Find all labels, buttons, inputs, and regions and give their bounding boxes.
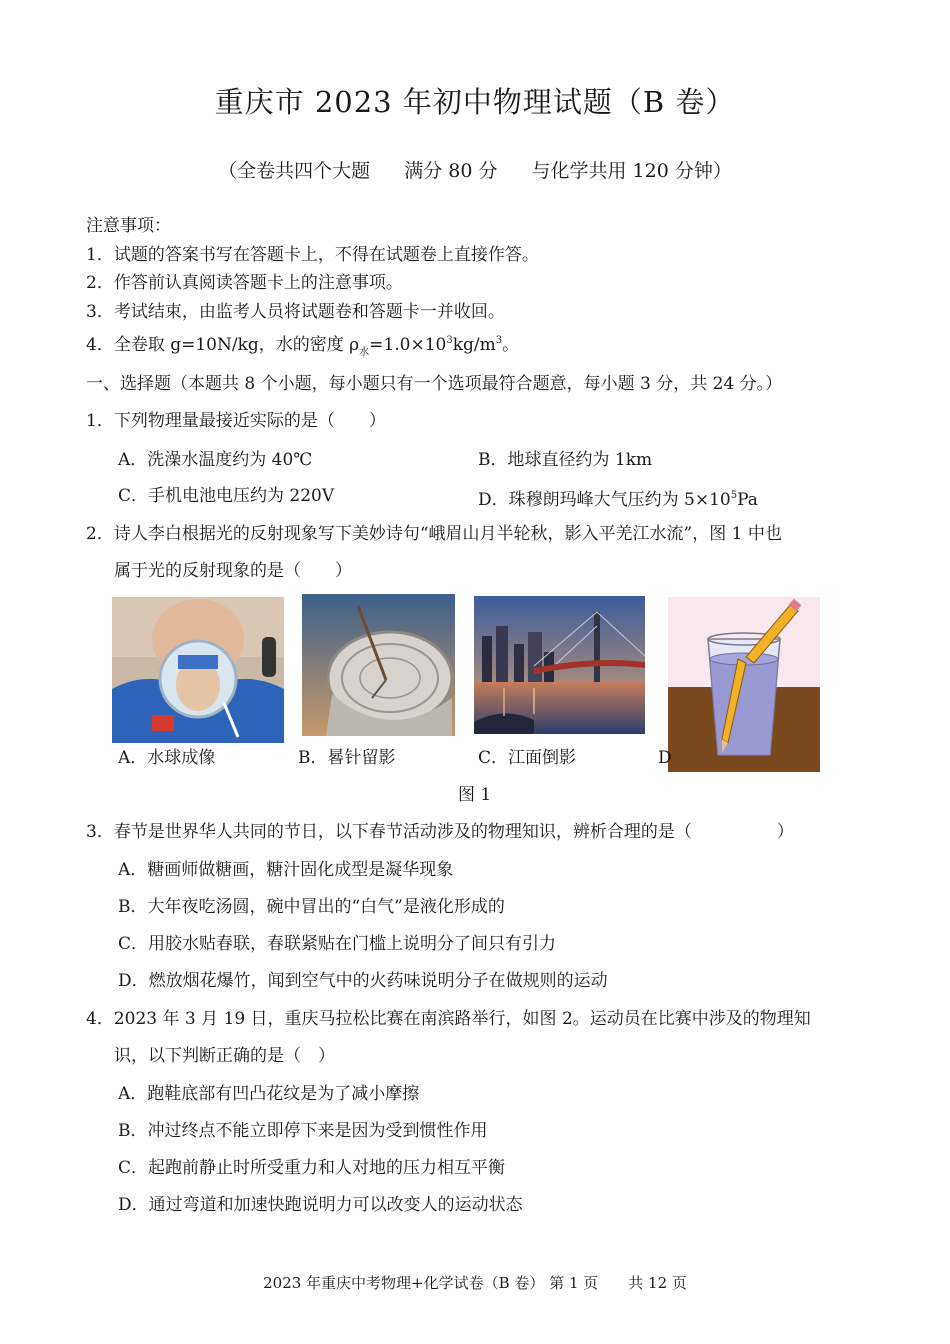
- notice-item-2: 2．作答前认真阅读答题卡上的注意事项。: [86, 273, 403, 293]
- notice-item-1: 1．试题的答案书写在答题卡上，不得在试题卷上直接作答。: [86, 245, 539, 265]
- exponent-3: 3: [446, 335, 453, 346]
- q1-option-a: A．洗澡水温度约为 40℃: [118, 450, 313, 470]
- q2-caption-a: A．水球成像: [118, 748, 216, 768]
- subtitle-part-3: 与化学共用 120 分钟）: [531, 160, 732, 182]
- q1-stem: 1．下列物理量最接近实际的是（ ）: [86, 411, 386, 431]
- notice-item-4-text-a: 4．全卷取 g=10N/kg，水的密度 ρ: [86, 335, 360, 355]
- water-subscript: 水: [359, 347, 370, 358]
- q4-option-a: A．跑鞋底部有凹凸花纹是为了减小摩擦: [118, 1084, 420, 1104]
- q4-stem-line-1: 4．2023 年 3 月 19 日，重庆马拉松比赛在南滨路举行，如图 2。运动员在比赛中涉及的物理知: [86, 1009, 811, 1029]
- figure-1-label: 图 1: [458, 785, 492, 805]
- water-ball-image: [112, 597, 284, 743]
- section-heading: 一、选择题（本题共 8 个小题，每小题只有一个选项最符合题意，每小题 3 分，共 24 分。）: [86, 374, 783, 394]
- subtitle-part-2: 满分 80 分: [404, 160, 498, 182]
- q1-option-b: B．地球直径约为 1km: [478, 450, 653, 470]
- q1-option-d: [478, 485, 758, 511]
- sundial-image: [302, 594, 455, 736]
- q4-option-c: C．起跑前静止时所受重力和人对地的压力相互平衡: [118, 1158, 506, 1178]
- notice-item-4: [86, 330, 519, 364]
- q2-caption-c: C．江面倒影: [478, 748, 577, 768]
- river-reflection-image: [474, 596, 645, 734]
- q2-caption-b: B．晷针留影: [298, 748, 396, 768]
- pencil-in-water-image: [668, 597, 820, 772]
- page-footer: 2023 年重庆中考物理+化学试卷（B 卷） 第 1 页 共 12 页: [263, 1274, 687, 1292]
- q4-option-b: B．冲过终点不能立即停下来是因为受到惯性作用: [118, 1121, 488, 1141]
- page-subtitle: [0, 156, 950, 183]
- q3-option-d: D．燃放烟花爆竹，闻到空气中的火药味说明分子在做规则的运动: [118, 971, 608, 991]
- q3-option-b: B．大年夜吃汤圆，碗中冒出的“白气”是液化形成的: [118, 897, 505, 917]
- notice-item-3: 3．考试结束，由监考人员将试题卷和答题卡一并收回。: [86, 302, 505, 322]
- q3-stem: 3．春节是世界华人共同的节日，以下春节活动涉及的物理知识，辨析合理的是（ ）: [86, 822, 794, 842]
- exponent-5: 5: [730, 490, 738, 501]
- q3-option-c: C．用胶水贴春联，春联紧贴在门槛上说明分了间只有引力: [118, 934, 557, 954]
- q1-option-c: C．手机电池电压约为 220V: [118, 486, 335, 506]
- notice-item-4-text-b: =1.0×10: [369, 335, 447, 355]
- notice-item-4-text-d: 。: [502, 335, 520, 355]
- q4-stem-line-2: 识，以下判断正确的是（ ）: [114, 1046, 335, 1066]
- q2-stem-line-2: 属于光的反射现象的是（ ）: [114, 561, 352, 581]
- q1-option-d-text-a: D．珠穆朗玛峰大气压约为 5×10: [478, 490, 731, 510]
- q2-caption-d: D: [658, 748, 672, 768]
- notice-item-4-text-c: kg/m: [452, 335, 496, 355]
- page-title: 重庆市 2023 年初中物理试题（B 卷）: [214, 85, 736, 119]
- q1-option-d-text-b: Pa: [737, 490, 758, 510]
- q3-option-a: A．糖画师做糖画，糖汁固化成型是凝华现象: [118, 860, 454, 880]
- exponent-3-unit: 3: [495, 335, 503, 346]
- subtitle-part-1: （全卷共四个大题: [218, 160, 371, 182]
- q2-stem-line-1: 2．诗人李白根据光的反射现象写下美妙诗句“峨眉山月半轮秋，影入平羌江水流”，图 1 中也: [86, 524, 782, 544]
- notice-heading: 注意事项：: [86, 216, 171, 236]
- q4-option-d: D．通过弯道和加速快跑说明力可以改变人的运动状态: [118, 1195, 523, 1215]
